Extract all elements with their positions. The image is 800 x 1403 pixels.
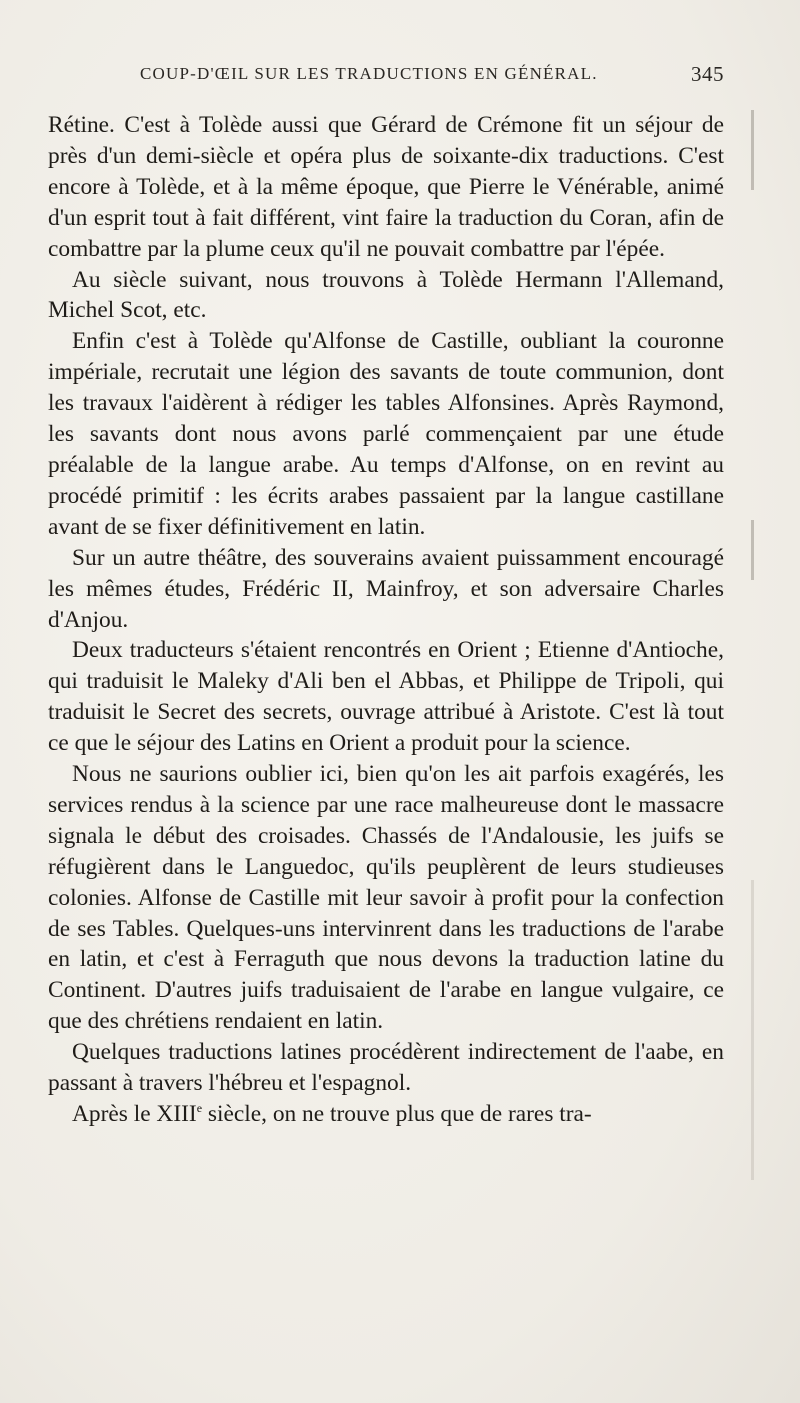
- paragraph: Au siècle suivant, nous trouvons à Tolède Hermann l'Allemand, Michel Scot, etc.: [48, 266, 724, 324]
- paragraph: Enfin c'est à Tolède qu'Alfonse de Castille, oubliant la couronne impériale, recrutait une légion des savants de toute communion, dont les travaux l'aidèrent à rédiger les tables Alfonsines. Après Raymond, les savants dont nous avons parlé commençaient par une étude préalable de la langue arabe. Au temps d'Alfonse, on en revint au procédé primitif : les écrits arabes passaient par la langue castillane avant de se fixer définitivement en latin.: [48, 328, 724, 540]
- bleed-through-mark: [751, 110, 754, 190]
- bleed-through-mark: [751, 520, 754, 580]
- paragraph-last: [48, 1099, 724, 1130]
- paragraph: Sur un autre théâtre, des souverains avaient puissamment encouragé les mêmes études, Frédéric II, Mainfroy, et son adversaire Charles d'Anjou.: [48, 544, 724, 633]
- superscript: e: [196, 1101, 203, 1116]
- page-number: 345: [691, 62, 724, 86]
- running-header: [140, 64, 724, 84]
- body-text: [48, 110, 724, 1130]
- text-fragment: Après le XIII: [72, 1101, 197, 1127]
- bleed-through-mark: [751, 880, 754, 1180]
- text-fragment: siècle, on ne trouve plus que de rares tra-: [202, 1101, 592, 1127]
- running-title: COUP-D'ŒIL SUR LES TRADUCTIONS EN GÉNÉRAL.: [140, 64, 598, 83]
- paragraph: Nous ne saurions oublier ici, bien qu'on les ait parfois exagérés, les services rendus à la science par une race malheureuse dont le massacre signala le début des croisades. Chassés de l'Andalousie, les juifs se réfugièrent dans le Languedoc, qu'ils peuplèrent de leurs studieuses colonies. Alfonse de Castille mit leur savoir à profit pour la confection de ses Tables. Quelques-uns intervinrent dans les traductions de l'arabe en latin, et c'est à Ferraguth que nous devons la traduction latine du Continent. D'autres juifs traduisaient de l'arabe en langue vulgaire, ce que des chrétiens rendaient en latin.: [48, 761, 724, 1035]
- paragraph: Rétine. C'est à Tolède aussi que Gérard de Crémone fit un séjour de près d'un demi-siècle et opéra plus de soixante-dix traductions. C'est encore à Tolède, et à la même époque, que Pierre le Vénérable, animé d'un esprit tout à fait différent, vint faire la traduction du Coran, afin de combattre par la plume ceux qu'il ne pouvait combattre par l'épée.: [48, 112, 724, 262]
- paragraph: Deux traducteurs s'étaient rencontrés en Orient ; Etienne d'Antioche, qui traduisit le Maleky d'Ali ben el Abbas, et Philippe de Tripoli, qui traduisit le Secret des secrets, ouvrage attribué à Aristote. C'est là tout ce que le séjour des Latins en Orient a produit pour la science.: [48, 637, 724, 757]
- paragraph: Quelques traductions latines procédèrent indirectement de l'aabe, en passant à travers l'hébreu et l'espagnol.: [48, 1039, 724, 1097]
